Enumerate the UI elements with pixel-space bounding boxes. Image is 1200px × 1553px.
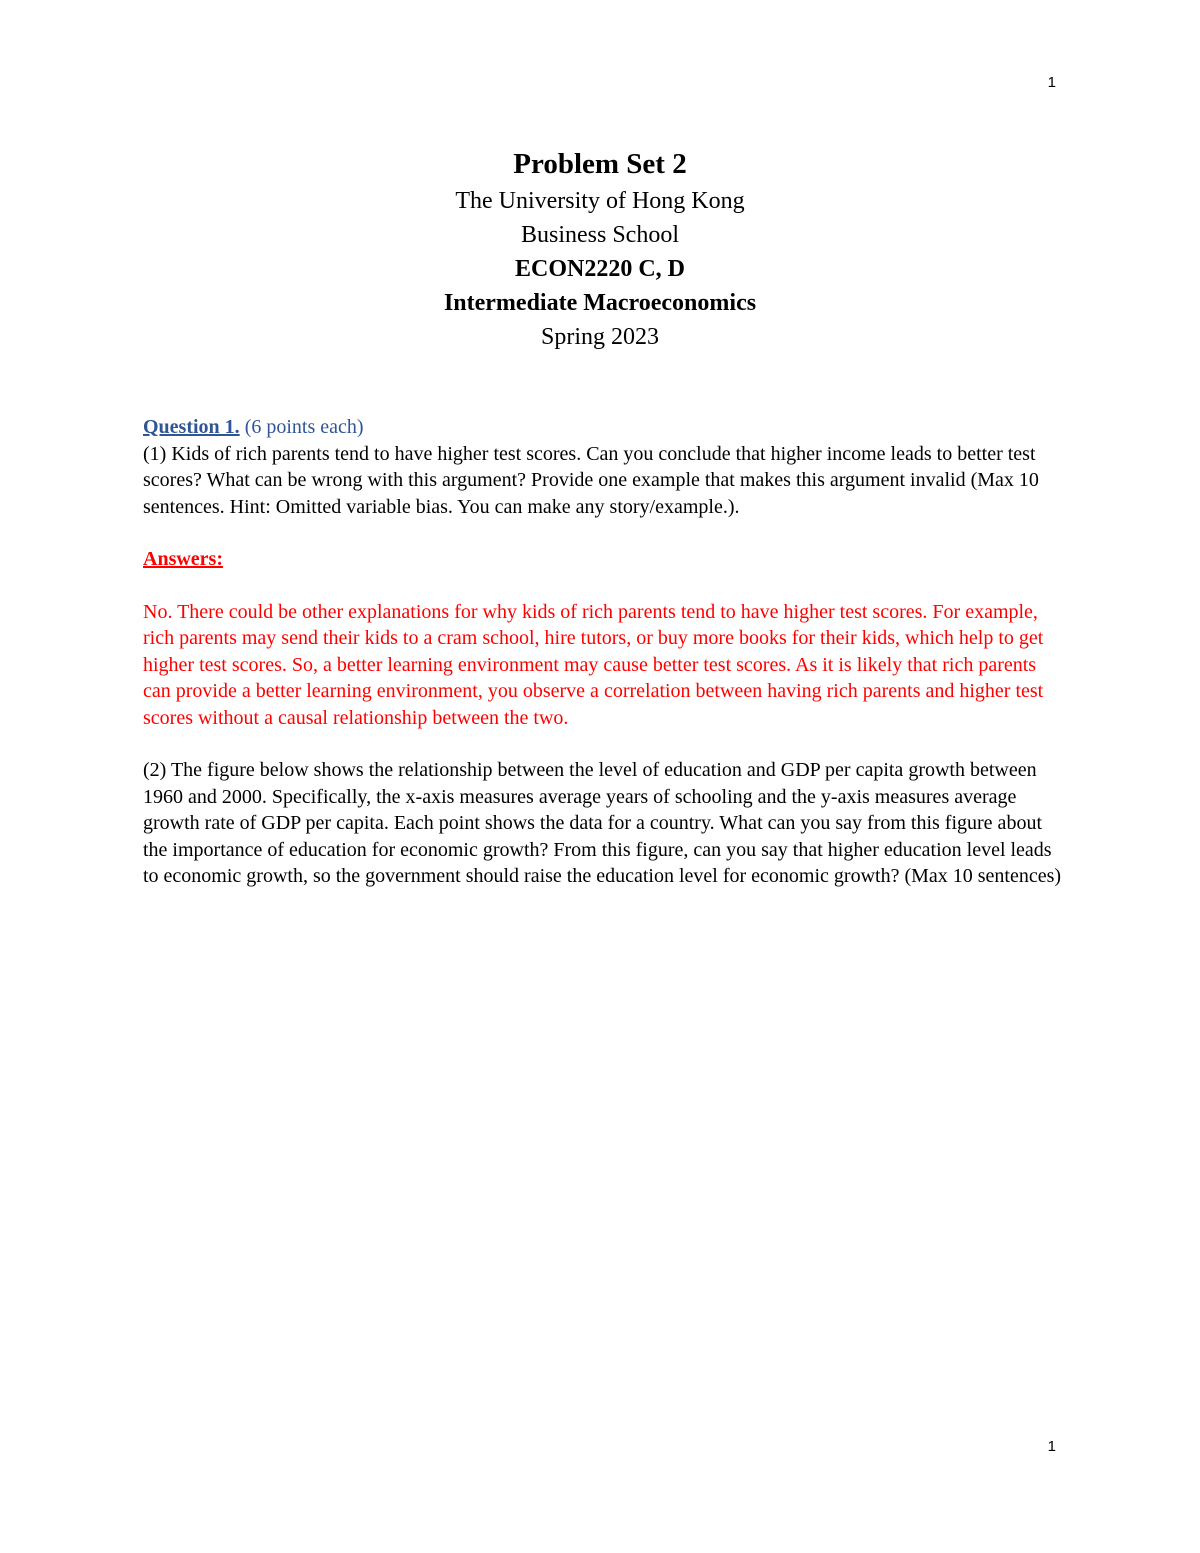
question-1-part-2: (2) The figure below shows the relationship between the level of education and GDP per capita growth between 1960 and 2000. Specifically, the x-axis measures average years of schooling and the y-axis measures average growth rate of GDP per capita. Each point shows the data for a country. What can you say from this figure about the importance of education for economic growth? From this figure, can you say that higher education level leads to economic growth, so the government should raise the education level for economic growth? (Max 10 sentences) [143, 759, 1062, 887]
course-name: Intermediate Macroeconomics [443, 290, 757, 316]
school-name: Business School [520, 222, 679, 248]
question-1-points: (6 points each) [239, 416, 364, 438]
answer-1-text: No. There could be other explanations for why kids of rich parents tend to have higher test scores. For example, rich parents may send their kids to a cram school, hire tutors, or buy more books for their kids, which help to get higher test scores. So, a better learning environment may cause better test scores. As it is likely that rich parents can provide a better learning environment, you observe a correlation between having rich parents and higher test scores without a causal relationship between the two. [143, 600, 1044, 729]
question-1-part-1: (1) Kids of rich parents tend to have higher test scores. Can you conclude that higher income leads to better test scores? What can be wrong with this argument? Provide one example that makes this argument invalid (Max 10 sentences. Hint: Omitted variable bias. You can make any story/example.). [143, 442, 1039, 518]
answers-heading: Answers: [143, 548, 223, 570]
term: Spring 2023 [540, 324, 659, 350]
page-number-header: 1 [1047, 74, 1056, 91]
title-block [0, 144, 1200, 354]
course-code: ECON2220 C, D [514, 256, 685, 282]
question-1-label: Question 1. [143, 416, 240, 438]
question-1-heading [143, 414, 1063, 441]
university-name: The University of Hong Kong [455, 188, 745, 214]
document-body [143, 414, 1063, 890]
page-number-footer: 1 [1047, 1438, 1056, 1455]
document-title: Problem Set 2 [513, 148, 687, 180]
